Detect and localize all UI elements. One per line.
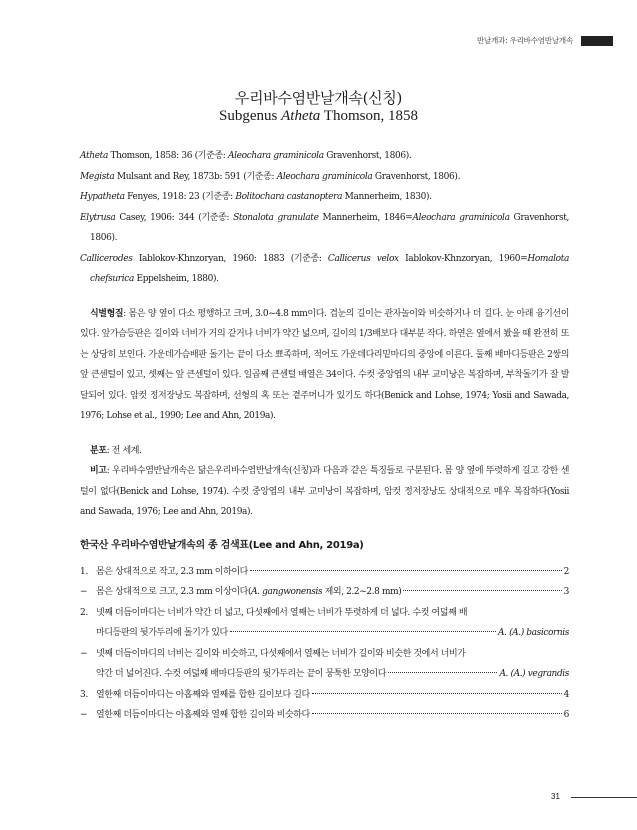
key-item xyxy=(80,644,569,685)
key-text: 약간 더 넓어진다. 수컷 여덟째 배마디등판의 뒷가두리는 끝이 뭉툭한 모양이다 xyxy=(96,669,387,679)
remarks-text: : 우리바수염반날개속은 닮은우리바수염반날개속(신칭)과 다음과 같은 특징들로 구분된다. 몸 양 옆에 뚜렷하게 길고 강한 센털이 없다(Benick and Lohse, 1974). 수컷 중앙엽의 내부 교미낭이 복잡하며, 암컷 정저장낭도 상대적으로 매우 복잡하다(Yosii and Sawada, 1976; Lee and Ahn, 2019a). xyxy=(80,466,569,517)
key-text xyxy=(96,582,401,603)
genus-name: Atheta xyxy=(80,151,108,161)
page-title-english xyxy=(0,108,637,125)
citation-end: Mannerheim, 1830). xyxy=(342,192,432,202)
running-title: 반날개과: 우리바수염반날개속 xyxy=(476,36,573,45)
synonym-list xyxy=(80,146,569,290)
type-species: Aleochara graminicola xyxy=(227,151,324,161)
key-species-result: A. (A.) vegrandis xyxy=(499,669,569,679)
citation-end: Eppelsheim, 1880). xyxy=(134,274,219,284)
type-species-synonym: Homalota chefsurica xyxy=(90,253,569,284)
citation-mid: Mannerheim, 1846= xyxy=(318,212,413,223)
page-number: 31 xyxy=(551,792,560,801)
synonym-item xyxy=(80,208,569,249)
citation: Thomson, 1858: 36 (기준종: xyxy=(107,151,228,161)
key-number: − xyxy=(80,710,88,720)
remarks-label: 비고 xyxy=(90,466,107,476)
key-lead-to: 2 xyxy=(563,566,569,577)
key-lead-to: 3 xyxy=(563,587,569,597)
synonym-item xyxy=(80,146,569,167)
citation-end: Gravenhorst, 1806). xyxy=(90,212,569,243)
citation-end: Gravenhorst, 1806). xyxy=(372,171,461,182)
key-item xyxy=(80,603,569,644)
genus-name: Hypatheta xyxy=(80,192,125,202)
species-name: A. gangwonensis xyxy=(251,587,323,597)
title-author: Thomson, 1858 xyxy=(320,108,418,124)
distribution-paragraph xyxy=(80,441,569,462)
key-item xyxy=(80,562,569,583)
identification-key xyxy=(80,562,569,726)
key-text: 열한째 더듬이마디는 아홉째와 열째를 합한 길이보다 길다 xyxy=(96,689,310,700)
citation-mid: Iablokov-Khnzoryan, 1960= xyxy=(398,253,528,264)
key-text: 마디등판의 뒷가두리에 돌기가 있다 xyxy=(96,628,228,638)
key-title: 한국산 우리바수염반날개속의 종 검색표(Lee and Ahn, 2019a) xyxy=(80,539,364,551)
type-species-synonym: Aleochara graminicola xyxy=(412,212,510,223)
diagnosis-label: 식별형질 xyxy=(90,308,124,319)
type-species: Aleochara graminicola xyxy=(276,171,373,182)
key-lead-to: 6 xyxy=(563,710,569,720)
genus-name: Megista xyxy=(80,171,115,182)
distribution-text: : 전 세계. xyxy=(106,445,142,456)
key-text-lead: 넷째 더듬이마디의 너비는 길이와 비슷하고, 다섯째에서 열째는 너비가 길이와 비슷한 것에서 너비가 xyxy=(96,648,466,659)
key-item xyxy=(80,705,569,726)
title-prefix: Subgenus xyxy=(219,108,282,124)
citation: Iablokov-Khnzoryan, 1960: 1883 (기준종: xyxy=(132,253,328,264)
header-bar xyxy=(581,36,613,46)
type-species: Callicerus velox xyxy=(327,253,399,264)
key-number: − xyxy=(80,587,88,597)
main-content xyxy=(80,146,569,726)
synonym-item xyxy=(80,249,569,290)
key-item xyxy=(80,582,569,603)
key-text-part: 제외, 2.2~2.8 mm) xyxy=(322,587,402,597)
type-species: Stonalota granulate xyxy=(233,212,319,223)
diagnosis-text: : 몸은 양 옆이 다소 평행하고 크며, 3.0~4.8 mm이다. 겹눈의 길이는 관자놀이와 비슷하거나 더 길다. 눈 아래 융기선이 있다. 앞가슴등판은 길이와 너비가 거의 같거나 너비가 약간 넓으며, 길이의 1/3배보다 대부분 작다. 하연은 옆에서 봤을 때 완전히 또는 상당히 보인다. 가운데가슴배판 돌기는 끝이 다소 뾰족하며, 적어도 가운데다리밑마디의 중앙에 이른다. 둘째 배마디등판은 2쌍의 앞 큰센털이 있고, 셋째는 앞 큰센털이 있다. 일곱째 큰센털 배열은 34이다. 수컷 중앙엽의 내부 교미낭은 복잡하며, 부착돌기가 잘 발달되어 있다. 암컷 정저장낭도 복잡하며, 선형의 혹 또는 곁주머니가 있기도 하다(Benick and Lohse, 1974; Yosii and Sawada, 1976; Lohse et al., 1990; Lee and Ahn, 2019a). xyxy=(80,308,569,421)
genus-name: Callicerodes xyxy=(80,253,133,264)
key-species-result: A. (A.) basicornis xyxy=(498,628,569,638)
key-number: 3. xyxy=(80,689,88,700)
title-genus: Atheta xyxy=(281,108,321,124)
synonym-item xyxy=(80,167,569,188)
distribution-label: 분포 xyxy=(90,445,107,456)
key-text-part: 몸은 상대적으로 크고, 2.3 mm 이상이다( xyxy=(96,587,252,597)
diagnosis-paragraph xyxy=(80,304,569,427)
citation: Casey, 1906: 344 (기준종: xyxy=(115,212,234,223)
key-number: − xyxy=(80,648,88,659)
citation-end: Gravenhorst, 1806). xyxy=(323,151,412,161)
citation: Mulsant and Rey, 1873b: 591 (기준종: xyxy=(114,171,277,182)
synonym-item xyxy=(80,187,569,208)
key-number: 2. xyxy=(80,607,88,618)
key-text-lead: 넷째 더듬이마디는 너비가 약간 더 넓고, 다섯째에서 열째는 너비가 뚜렷하게 더 넓다. 수컷 여덟째 배 xyxy=(96,607,468,618)
running-header xyxy=(477,35,613,46)
key-item xyxy=(80,685,569,706)
key-number: 1. xyxy=(80,566,88,577)
remarks-paragraph xyxy=(80,461,569,523)
genus-name: Elytrusa xyxy=(80,212,116,223)
type-species: Bolitochara castanoptera xyxy=(235,192,343,202)
page-title-korean: 우리바수염반날개속(신칭) xyxy=(234,89,403,107)
citation: Fenyes, 1918: 23 (기준종: xyxy=(124,192,236,202)
key-lead-to: 4 xyxy=(563,689,569,700)
key-text: 열한째 더듬이마디는 아홉째와 열째 합한 길이와 비슷하다 xyxy=(96,710,310,720)
key-text: 몸은 상대적으로 작고, 2.3 mm 이하이다 xyxy=(96,566,248,577)
footer-rule xyxy=(571,797,637,798)
